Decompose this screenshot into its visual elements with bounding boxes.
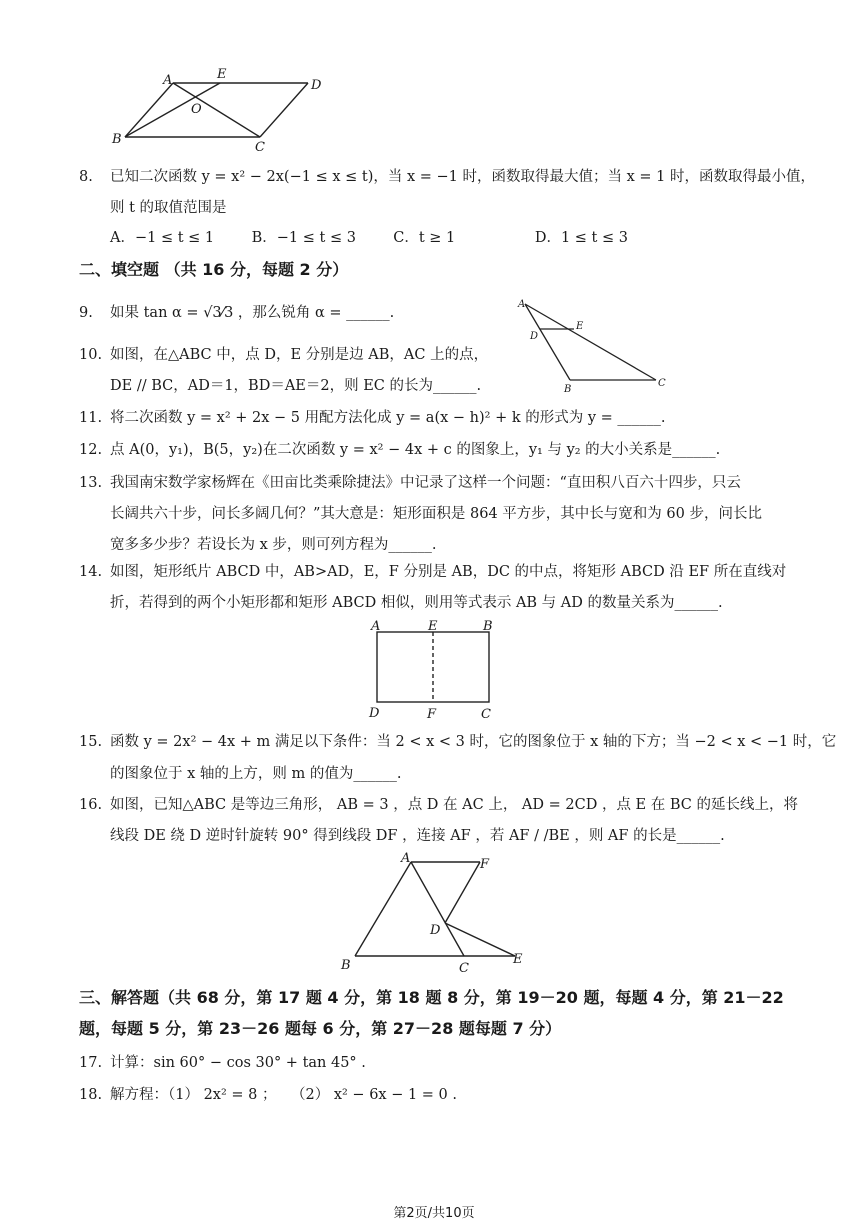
figure-parallelogram: [105, 64, 335, 154]
page-footer: 第2页/共10页: [393, 1206, 475, 1221]
fig1-label-d: D: [311, 78, 322, 93]
q9-text: 如果 tan α = √3⁄3 ，那么锐角 α = ______.: [110, 305, 395, 321]
fig16-label-f: F: [480, 857, 490, 872]
q10-line1: 如图，在△ABC 中，点 D，E 分别是边 AB，AC 上的点，: [110, 347, 489, 363]
q13-line1: 我国南宋数学家杨辉在《田亩比类乘除捷法》中记录了这样一个问题：“直田积八百六十四步，只云: [110, 475, 741, 491]
q8-option-a: A．−1 ≤ t ≤ 1: [110, 230, 215, 246]
fig14-label-d: D: [369, 706, 380, 721]
fig16-label-a: A: [401, 851, 411, 866]
q8-option-c: C．t ≥ 1: [393, 230, 456, 246]
fig1-label-b: B: [112, 132, 122, 147]
fig14-label-e: E: [428, 619, 438, 634]
q16-line2: 线段 DE 绕 D 逆时针旋转 90° 得到线段 DF ，连接 AF ，若 AF / /BE ，则 AF 的长是______.: [110, 828, 725, 844]
section3-title-line2: 题，每题 5 分，第 23－26 题每 6 分，第 27－28 题每题 7 分）: [79, 1019, 562, 1038]
q8-option-d: D．1 ≤ t ≤ 3: [534, 230, 628, 246]
q8-options: [110, 228, 628, 248]
q8-line1: 已知二次函数 y = x² − 2x(−1 ≤ x ≤ t)，当 x = −1 时，函数取得最大值；当 x = 1 时，函数取得最小值，: [110, 169, 815, 185]
q18-number: 18.: [79, 1087, 103, 1103]
fig1-label-c: C: [255, 140, 265, 154]
fig10-label-e: E: [576, 321, 584, 332]
q16-number: 16.: [79, 797, 103, 813]
q17-text: 计算：sin 60° − cos 30° + tan 45° .: [110, 1055, 366, 1071]
q8-number: 8.: [79, 169, 93, 185]
q12-number: 12.: [79, 442, 103, 458]
fig10-label-d: D: [530, 331, 539, 342]
fig16-label-b: B: [341, 958, 351, 973]
q15-line2: 的图象位于 x 轴的上方，则 m 的值为______.: [110, 766, 402, 782]
q11-text: 将二次函数 y = x² + 2x − 5 用配方法化成 y = a(x − h)² + k 的形式为 y = ______.: [110, 410, 666, 426]
fig14-label-a: A: [371, 619, 381, 634]
fig16-label-e: E: [513, 952, 523, 967]
q13-number: 13.: [79, 475, 103, 491]
q12-text: 点 A(0，y₁)，B(5，y₂)在二次函数 y = x² − 4x + c 的图象上，y₁ 与 y₂ 的大小关系是______.: [110, 442, 721, 458]
fig16-label-d: D: [430, 923, 441, 938]
q9-number: 9.: [79, 305, 93, 321]
figure-triangle-q16: [335, 848, 535, 976]
fig14-label-f: F: [427, 707, 437, 722]
q18-text: 解方程：（1） 2x² = 8 ； （2） x² − 6x − 1 = 0 .: [110, 1087, 458, 1103]
q13-line3: 宽多多少步？若设长为 x 步，则可列方程为______.: [110, 537, 437, 553]
fig14-label-b: B: [483, 619, 493, 634]
q8-line2: 则 t 的取值范围是: [110, 200, 227, 216]
q14-line2: 折，若得到的两个小矩形都和矩形 ABCD 相似，则用等式表示 AB 与 AD 的数量关系为______.: [110, 595, 723, 611]
q8-option-b: B．−1 ≤ t ≤ 3: [251, 230, 356, 246]
fig1-label-a: A: [163, 73, 173, 88]
fig10-label-c: C: [658, 378, 666, 389]
figure-triangle-q10: [510, 296, 670, 396]
figure-rectangle-q14: [365, 617, 505, 723]
fig16-label-c: C: [459, 961, 469, 976]
fig1-label-e: E: [217, 67, 227, 82]
q14-number: 14.: [79, 564, 103, 580]
q17-number: 17.: [79, 1055, 103, 1071]
section3-title-line1: 三、解答题（共 68 分，第 17 题 4 分，第 18 题 8 分，第 19－20 题，每题 4 分，第 21－22: [79, 988, 784, 1007]
q15-number: 15.: [79, 734, 103, 750]
section2-title: 二、填空题 （共 16 分，每题 2 分）: [79, 260, 349, 279]
fig14-label-c: C: [481, 707, 491, 722]
q11-number: 11.: [79, 410, 103, 426]
q16-line1: 如图，已知△ABC 是等边三角形， AB = 3 ，点 D 在 AC 上， AD = 2CD ，点 E 在 BC 的延长线上，将: [110, 797, 798, 813]
q14-line1: 如图，矩形纸片 ABCD 中，AB>AD，E，F 分别是 AB，DC 的中点，将矩形 ABCD 沿 EF 所在直线对: [110, 564, 787, 580]
q15-line1: 函数 y = 2x² − 4x + m 满足以下条件：当 2 < x < 3 时，它的图象位于 x 轴的下方；当 −2 < x < −1 时，它: [110, 734, 837, 750]
fig10-label-b: B: [564, 384, 572, 395]
q13-line2: 长阔共六十步，问长多阔几何？”其大意是：矩形面积是 864 平方步，其中长与宽和为 60 步，问长比: [110, 506, 762, 522]
fig1-label-o: O: [191, 102, 202, 117]
q10-number: 10.: [79, 347, 103, 363]
fig10-label-a: A: [518, 299, 526, 310]
q10-line2: DE // BC，AD＝1，BD＝AE＝2，则 EC 的长为______.: [110, 378, 482, 394]
